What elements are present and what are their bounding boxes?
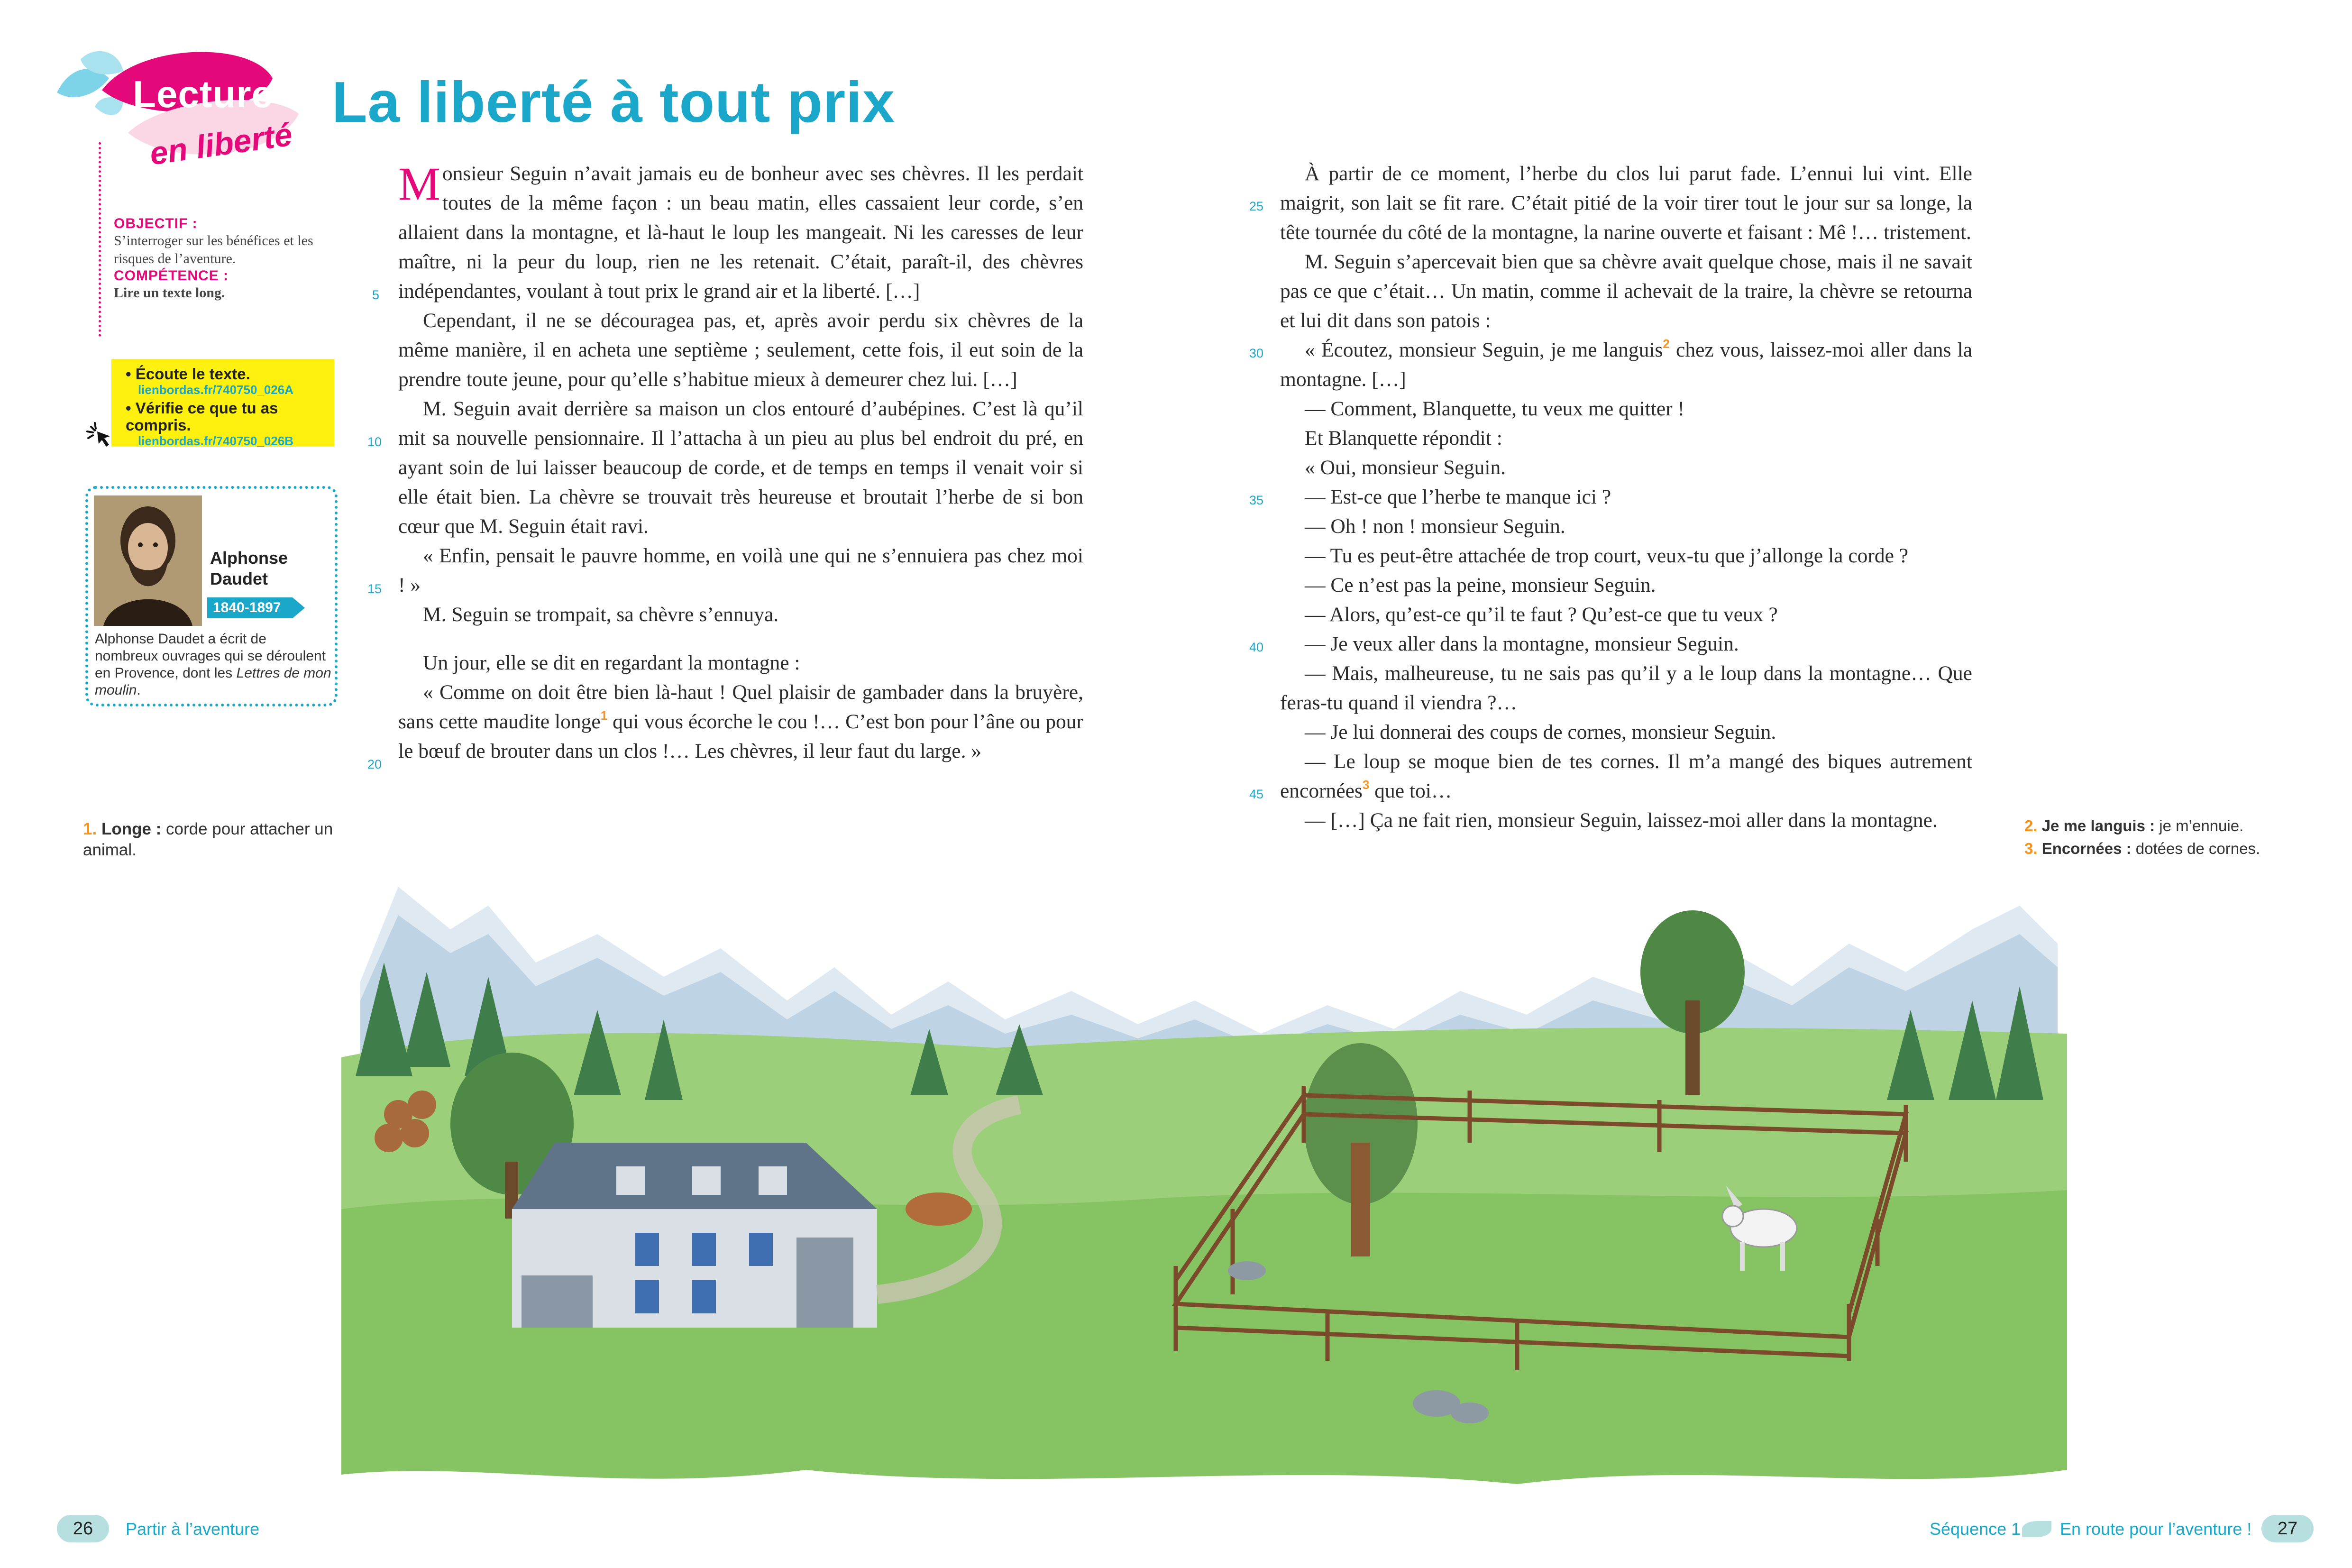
dialogue-line: — Ce n’est pas la peine, monsieur Seguin. <box>1305 574 1656 596</box>
dialogue-line: — Je lui donnerai des coups de cornes, monsieur Seguin. <box>1305 721 1776 743</box>
dialogue-line: « Oui, monsieur Seguin. <box>1305 456 1506 479</box>
audio-link-listen[interactable]: lienbordas.fr/740750_026A <box>138 383 294 397</box>
leaf-separator-icon <box>2022 1521 2051 1537</box>
paragraph <box>1280 335 1972 394</box>
author-description <box>95 631 332 699</box>
farm-illustration <box>332 877 2077 1522</box>
footnote-number: 2. <box>2024 817 2038 834</box>
theme-label: en liberté <box>147 116 295 172</box>
footnote-term: Je me languis : <box>2041 817 2155 834</box>
line-number: 15 <box>367 582 382 596</box>
footnote-number: 1. <box>83 820 97 838</box>
competence-label: COMPÉTENCE : <box>114 268 229 284</box>
footnote-2 <box>2024 816 2328 836</box>
lecture-badge <box>52 45 318 197</box>
competence-text: Lire un texte long. <box>114 285 225 301</box>
line-number: 25 <box>1249 199 1264 213</box>
paragraph-text: « Comme on doit être bien là-haut ! Quel plaisir de gambader dans la bruyère, sans cette maudite longe <box>398 681 1083 733</box>
footnote-definition: corde pour attacher un animal. <box>83 820 333 859</box>
footer-section-right: En route pour l’aventure ! <box>2060 1519 2252 1539</box>
audio-label-listen: • Écoute le texte. <box>126 365 250 383</box>
author-desc-end: . <box>137 682 141 698</box>
paragraph: À partir de ce moment, l’herbe du clos lui parut fade. L’ennui lui vint. Elle maigrit, son lait se fit rare. C’était pitié de la voir tirer tout le jour sur sa longe, la tête tournée du côté de la montagne, la narine ouverte et faisant : Mê !… tristement. <box>1280 162 1972 244</box>
dialogue-line: Et Blanquette répondit : <box>1305 427 1502 449</box>
paragraph-text: « Écoutez, monsieur Seguin, je me languis <box>1305 339 1663 361</box>
page-number-left: 26 <box>57 1515 109 1542</box>
footer-sequence: Séquence 1 <box>1930 1519 2021 1539</box>
lecture-number-label: Lecture 5 <box>133 73 306 115</box>
footnote-number: 3. <box>2024 840 2038 857</box>
paragraph-text: onsieur Seguin n’avait jamais eu de bonheur avec ses chèvres. Il les perdait toutes de la même façon : un beau matin, elles cassaient leur corde, s’en allaient dans la montagne, et là-haut le loup les mangeait. Ni les caresses de leur maître, ni la peur du loup, rien ne les retenait. C’était, paraît-il, des chèvres indépendantes, voulant à tout prix le grand air et la liberté. […] <box>398 162 1083 303</box>
dialogue-line: — Oh ! non ! monsieur Seguin. <box>1305 515 1565 538</box>
dialogue-line: — Je veux aller dans la montagne, monsieur Seguin. <box>1305 633 1739 655</box>
footnote-term: Longe : <box>101 820 162 838</box>
audio-label-check: • Vérifie ce que tu as compris. <box>126 399 278 434</box>
footnote-1 <box>83 819 348 861</box>
author-last-name: Daudet <box>210 569 268 588</box>
page-title: La liberté à tout prix <box>332 70 895 134</box>
dialogue-line: — […] Ça ne fait rien, monsieur Seguin, laissez-moi aller dans la montagne. <box>1305 809 1938 832</box>
line-number: 35 <box>1249 493 1264 507</box>
paragraph-text: — Le loup se moque bien de tes cornes. Il m’a mangé des biques autrement encornées <box>1280 750 1972 802</box>
paragraph: Un jour, elle se dit en regardant la montagne : <box>423 651 800 674</box>
paragraph: « Enfin, pensait le pauvre homme, en voilà une qui ne s’ennuiera pas chez moi ! » <box>398 544 1083 596</box>
line-number: 30 <box>1249 346 1264 360</box>
objective-block <box>114 216 322 302</box>
author-years-badge: 1840-1897 <box>207 597 293 618</box>
line-number: 20 <box>367 757 382 771</box>
footnote-ref[interactable]: 3 <box>1362 778 1370 792</box>
paragraph-text: que toi… <box>1369 779 1452 802</box>
drop-cap: M <box>398 157 440 210</box>
footer-section-left: Partir à l’aventure <box>126 1519 260 1539</box>
farmhouse <box>512 1143 877 1328</box>
text-column-right <box>1280 159 1972 835</box>
line-number: 40 <box>1249 640 1264 654</box>
audio-links-box <box>111 359 334 447</box>
paragraph: M. Seguin avait derrière sa maison un clos entouré d’aubépines. C’est là qu’il mit sa nouvelle pensionnaire. Il l’attacha à un pieu au plus bel endroit du pré, en ayant soin de lui laisser beaucoup de corde, et de temps en temps il venait voir si elle était bien. La chèvre se trouvait très heureuse et broutait l’herbe de si bon cœur que M. Seguin était ravi. <box>398 397 1083 538</box>
footnote-3 <box>2024 838 2328 859</box>
paragraph <box>398 159 1083 306</box>
dialogue-line: — Est-ce que l’herbe te manque ici ? <box>1305 486 1611 508</box>
objective-label: OBJECTIF : <box>114 216 198 231</box>
dotted-divider <box>99 142 101 337</box>
line-number: 45 <box>1249 787 1264 801</box>
author-desc-start: Alphonse Daudet a écrit de nombreux ouvrages qui se déroulent en Provence, dont les <box>95 631 326 681</box>
line-number: 5 <box>372 288 380 302</box>
footnote-term: Encornées : <box>2041 840 2132 857</box>
footnote-ref[interactable]: 1 <box>600 708 608 723</box>
page-number-right: 27 <box>2261 1515 2314 1542</box>
footnote-ref[interactable]: 2 <box>1663 337 1670 351</box>
objective-text: S’interroger sur les bénéfices et les risques de l’aventure. <box>114 233 313 266</box>
audio-link-check[interactable]: lienbordas.fr/740750_026B <box>138 434 294 448</box>
line-number: 10 <box>367 435 382 449</box>
paragraph: Cependant, il ne se découragea pas, et, après avoir perdu six chèvres de la même manière, il en acheta une septième ; seulement, cette fois, il eut soin de la prendre toute jeune, pour qu’elle s’habitue mieux à demeurer chez lui. […] <box>398 309 1083 391</box>
text-column-left <box>398 159 1083 766</box>
author-first-name: Alphonse <box>210 548 288 568</box>
paragraph: M. Seguin se trompait, sa chèvre s’ennuya. <box>423 603 779 626</box>
footnote-definition: je m’ennuie. <box>2155 817 2244 834</box>
paragraph: M. Seguin s’apercevait bien que sa chèvre avait quelque chose, mais il ne savait pas ce que c’était… Un matin, comme il achevait de la traire, la chèvre se retourna et lui dit dans son patois : <box>1280 250 1972 332</box>
paragraph <box>398 678 1083 766</box>
dialogue-line <box>1280 747 1972 806</box>
dialogue-line: — Alors, qu’est-ce qu’il te faut ? Qu’est-ce que tu veux ? <box>1305 603 1778 626</box>
author-portrait <box>94 495 202 626</box>
paragraph-text: chez vous, laissez-moi aller dans la montagne. […] <box>1280 339 1972 391</box>
dialogue-line: — Tu es peut-être attachée de trop court, veux-tu que j’allonge la corde ? <box>1305 544 1909 567</box>
dialogue-line: — Mais, malheureuse, tu ne sais pas qu’il y a le loup dans la montagne… Que feras-tu quand il viendra ?… <box>1280 662 1972 714</box>
dialogue-line: — Comment, Blanquette, tu veux me quitter ! <box>1305 397 1684 420</box>
author-name <box>210 548 288 589</box>
footnote-definition: dotées de cornes. <box>2131 840 2260 857</box>
author-desc-work: Lettres de mon moulin <box>95 665 331 698</box>
click-cursor-icon <box>81 417 114 450</box>
paragraph-text: qui vous écorche le cou !… C’est bon pour l’âne ou pour le bœuf de brouter dans un clos !… Les chèvres, il leur faut du large. » <box>398 710 1083 762</box>
